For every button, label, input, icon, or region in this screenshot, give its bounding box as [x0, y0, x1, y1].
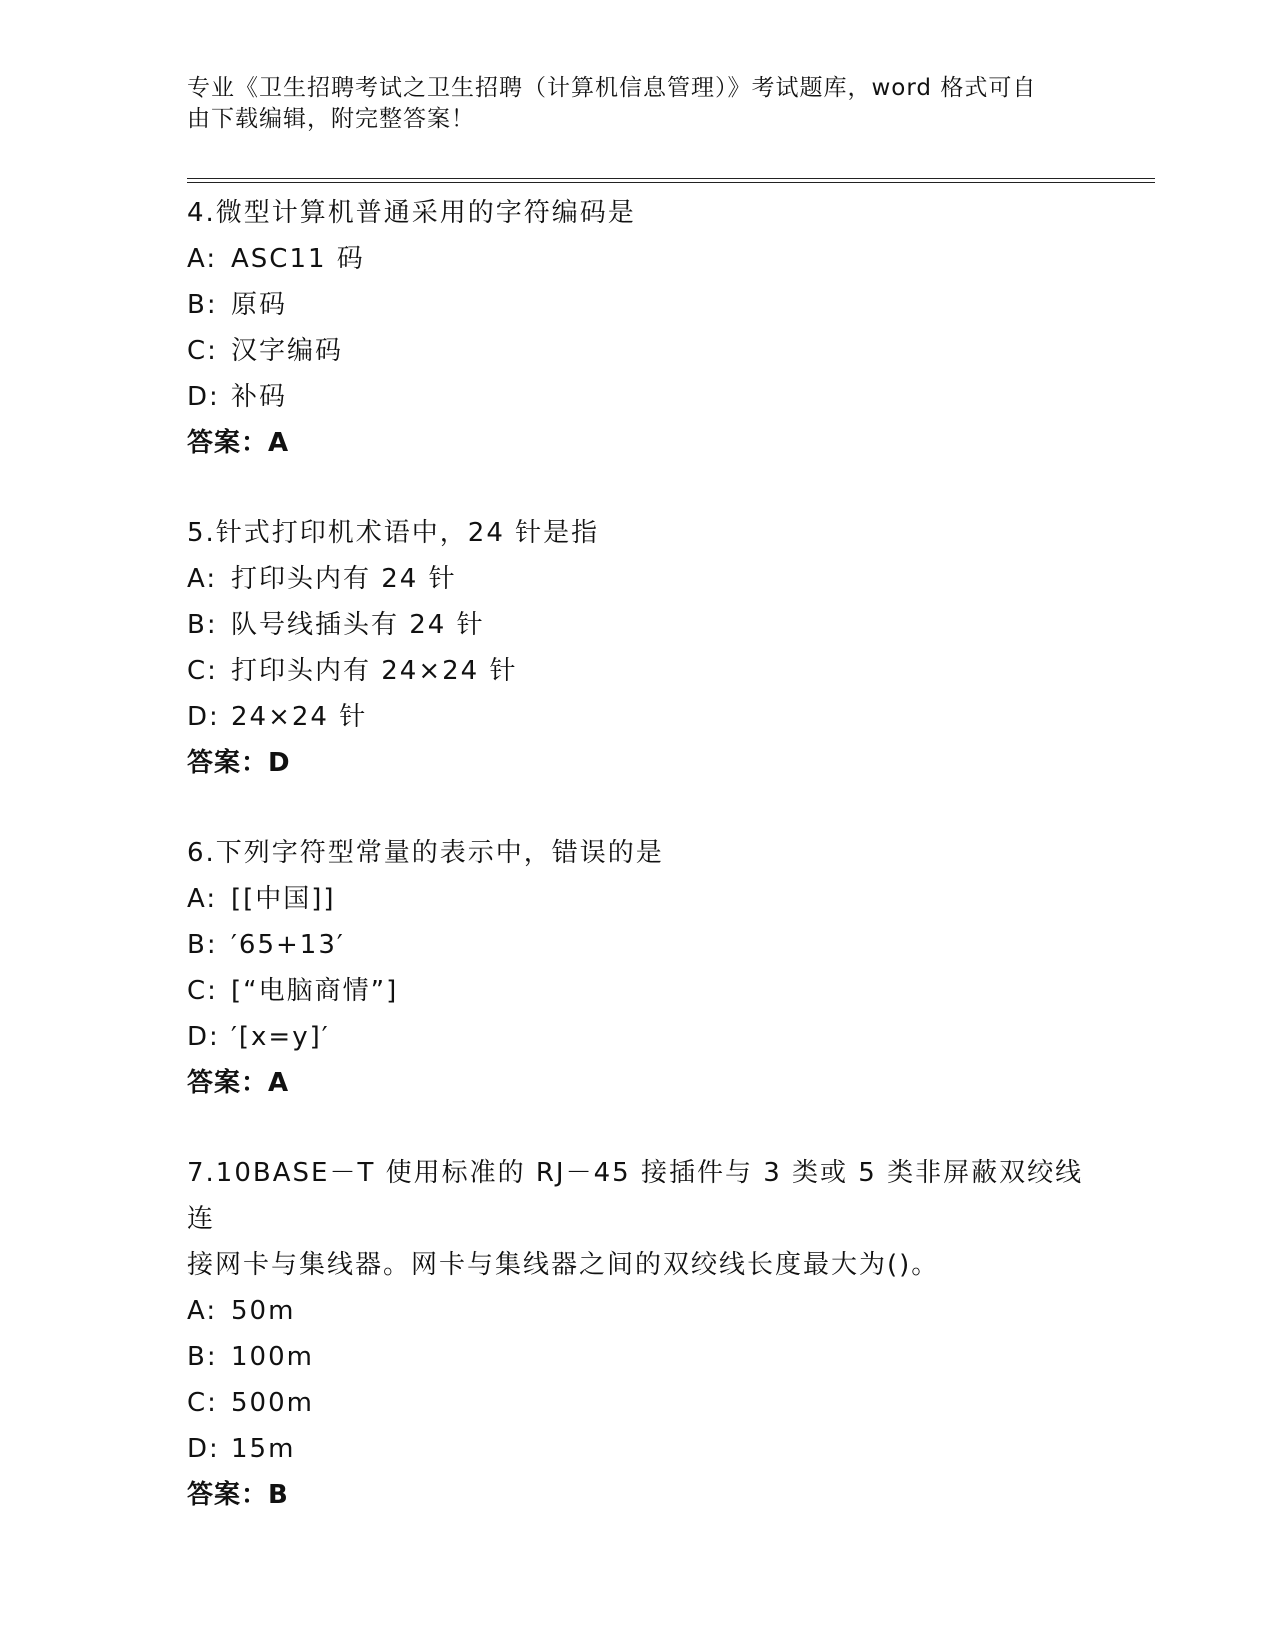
- option-letter: D:: [187, 1022, 220, 1052]
- option-text: ASC11 码: [231, 244, 365, 274]
- option-d: [187, 1014, 1087, 1060]
- option-letter: B:: [187, 290, 218, 320]
- option-letter: C:: [187, 656, 218, 686]
- option-letter: D:: [187, 1434, 220, 1464]
- option-letter: C:: [187, 1388, 218, 1418]
- question-stem-line-2: 接网卡与集线器。网卡与集线器之间的双绞线长度最大为()。: [187, 1250, 940, 1280]
- document-header: [187, 73, 1067, 135]
- option-letter: D:: [187, 702, 220, 732]
- option-d: [187, 1426, 1087, 1472]
- option-text: 原码: [231, 290, 288, 320]
- option-d: [187, 694, 1087, 740]
- option-letter: B:: [187, 930, 218, 960]
- option-text: 汉字编码: [231, 336, 344, 366]
- option-letter: A:: [187, 884, 218, 914]
- answer-line: 答案：B: [187, 1480, 289, 1510]
- option-text: 500m: [231, 1388, 314, 1418]
- option-letter: D:: [187, 382, 220, 412]
- option-letter: A:: [187, 1296, 218, 1326]
- option-letter: C:: [187, 336, 218, 366]
- option-a: [187, 1288, 1087, 1334]
- option-text: 100m: [231, 1342, 314, 1372]
- question-4: [187, 190, 1087, 466]
- option-text: 补码: [231, 382, 288, 412]
- option-b: [187, 602, 1087, 648]
- option-letter: B:: [187, 610, 218, 640]
- option-c: [187, 648, 1087, 694]
- question-7: [187, 1150, 1087, 1518]
- option-text: 50m: [231, 1296, 296, 1326]
- answer-line: 答案：A: [187, 1068, 290, 1098]
- option-text: 24×24 针: [231, 702, 368, 732]
- option-text: ′[x=y]′: [231, 1022, 330, 1052]
- header-divider-bottom: [187, 182, 1155, 183]
- option-text: ′65+13′: [231, 930, 345, 960]
- question-6: [187, 830, 1087, 1106]
- option-letter: A:: [187, 244, 218, 274]
- option-text: [[中国]]: [231, 884, 336, 914]
- option-a: [187, 236, 1087, 282]
- option-text: 打印头内有 24×24 针: [231, 656, 518, 686]
- option-text: 队号线插头有 24 针: [231, 610, 485, 640]
- option-text: 15m: [231, 1434, 296, 1464]
- option-b: [187, 922, 1087, 968]
- question-stem-line-1: 7.10BASE－T 使用标准的 RJ－45 接插件与 3 类或 5 类非屏蔽双绞线连: [187, 1158, 1084, 1234]
- question-5: [187, 510, 1087, 786]
- header-line-2: 由下载编辑，附完整答案！: [187, 106, 475, 132]
- option-b: [187, 282, 1087, 328]
- question-stem: 4.微型计算机普通采用的字符编码是: [187, 198, 636, 228]
- option-c: [187, 968, 1087, 1014]
- option-text: [“电脑商情”]: [231, 976, 399, 1006]
- question-stem: 6.下列字符型常量的表示中，错误的是: [187, 838, 664, 868]
- option-c: [187, 1380, 1087, 1426]
- option-text: 打印头内有 24 针: [231, 564, 457, 594]
- header-line-1: 专业《卫生招聘考试之卫生招聘（计算机信息管理）》考试题库，word 格式可自: [187, 75, 1037, 101]
- answer-line: 答案：A: [187, 428, 290, 458]
- option-letter: B:: [187, 1342, 218, 1372]
- option-letter: A:: [187, 564, 218, 594]
- question-stem: 5.针式打印机术语中，24 针是指: [187, 518, 600, 548]
- option-letter: C:: [187, 976, 218, 1006]
- answer-line: 答案：D: [187, 748, 291, 778]
- option-a: [187, 556, 1087, 602]
- option-a: [187, 876, 1087, 922]
- option-b: [187, 1334, 1087, 1380]
- header-divider-top: [187, 178, 1155, 179]
- option-c: [187, 328, 1087, 374]
- option-d: [187, 374, 1087, 420]
